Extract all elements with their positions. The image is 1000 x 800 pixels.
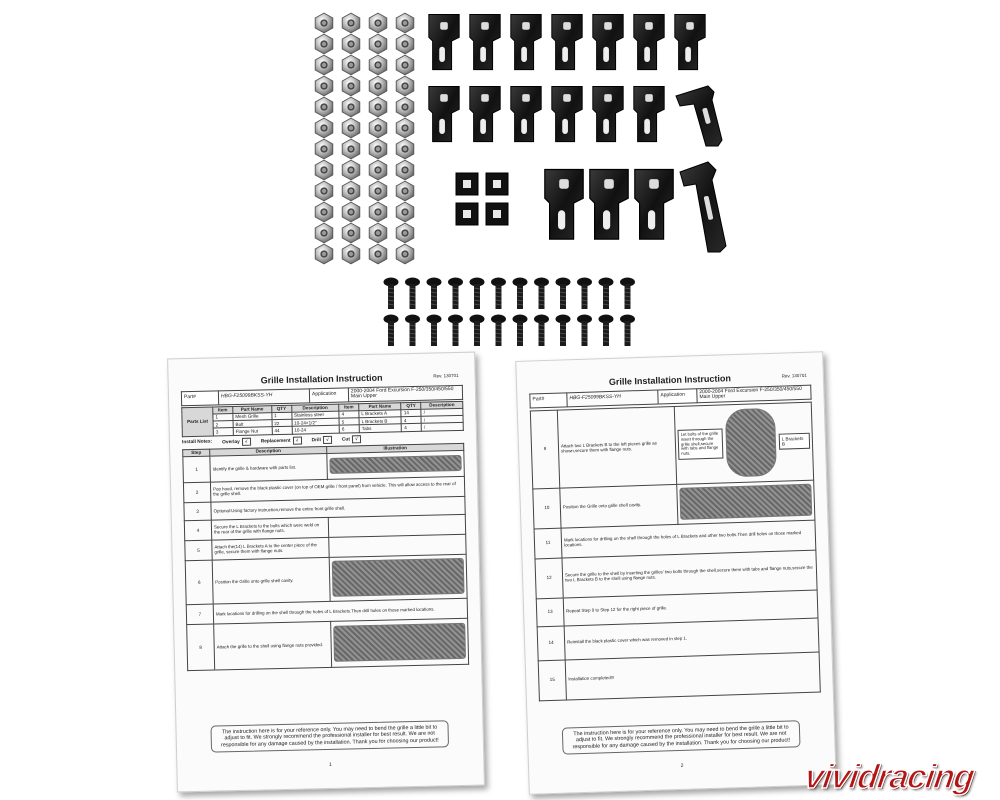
flange-nut	[315, 34, 333, 54]
step-number: 14	[537, 626, 565, 661]
parts-cell: 3	[213, 428, 233, 436]
bolt	[470, 278, 485, 310]
flange-nut	[369, 223, 387, 243]
parts-cell: 44	[272, 427, 292, 435]
parts-cell: L Brackets A	[359, 410, 402, 418]
flange-nut	[315, 244, 333, 264]
disclaimer-notice: The instruction here is for your reference only. You may need to bend the grille a little bit to adjust to fit. We strongly recommend the professional installer for best result. We are not responsible for any damage caused by the installation. Thank you for choosing our product!	[562, 720, 801, 755]
illustration-cell	[331, 618, 469, 667]
parts-header-cell: Part Name	[233, 405, 272, 413]
bolt	[513, 278, 528, 310]
bolts-group	[384, 278, 636, 347]
page-number: 2	[680, 762, 684, 769]
parts-cell: 4	[402, 424, 422, 432]
flange-nut	[342, 118, 360, 138]
description-header: Description	[210, 446, 327, 456]
bolt	[556, 278, 571, 310]
flange-nut	[369, 244, 387, 264]
flange-nut	[369, 160, 387, 180]
step-header: Step	[183, 449, 210, 457]
cut-label: Cut	[341, 437, 350, 443]
parts-cell: 4	[339, 410, 359, 418]
flange-nut	[315, 139, 333, 159]
replacement-checkbox: √	[293, 436, 302, 444]
flange-nut	[369, 97, 387, 117]
install-notes-label: Install Notes:	[181, 439, 213, 446]
step-description: Attach the grille to the shell using flange nuts provided.	[214, 621, 332, 670]
disclaimer-notice: The instruction here is for your reference only. You may need to bend the grille a little bit to adjust to fit. We strongly recommend the professional installer for best result. We are not responsible for any damage caused by the installation. Thank you for choosing our product!	[210, 720, 449, 753]
flange-nut	[342, 181, 360, 201]
flange-nut	[342, 97, 360, 117]
step-number: 11	[534, 528, 562, 559]
bolt	[513, 315, 528, 347]
instruction-sheet-page-2	[515, 351, 836, 794]
drill-checkbox: √	[323, 435, 332, 443]
grille-illustration	[333, 623, 466, 662]
callout-note: Let bolts of the grille insert through the grille shell,secure with tabs and flange nuts.	[678, 428, 724, 460]
grille-illustration	[329, 455, 461, 474]
bolt	[470, 315, 485, 347]
step-number: 1	[183, 456, 211, 483]
step-description: Installation completed!!!	[565, 652, 820, 700]
flange-nut	[342, 139, 360, 159]
step-description: Pop hood, remove the black plastic cover (on top of OEM grille / front panel) from vehicle. This will allow access to the rear of the grille shell.	[210, 476, 464, 502]
parts-list-label: Parts List	[182, 407, 214, 437]
flange-nut	[342, 13, 360, 33]
flange-nut	[342, 223, 360, 243]
parts-cell: 14	[401, 409, 421, 417]
steps-table	[530, 401, 821, 701]
parts-cell: 1	[272, 412, 292, 420]
step-description: Optional:Using factory instruction,remove the entire front grille shell.	[211, 496, 465, 520]
bolt	[405, 278, 420, 310]
parts-cell: Mesh Grille	[233, 412, 272, 420]
bolt	[491, 315, 506, 347]
grille-illustration	[725, 408, 777, 478]
part-label: Part#	[181, 391, 218, 405]
flange-nut	[315, 160, 333, 180]
step-description: Reinstall the black plastic cover which was removed in step 1.	[564, 618, 819, 660]
bolt	[384, 278, 399, 310]
parts-cell: 22	[272, 419, 292, 427]
flange-nut	[396, 160, 414, 180]
step-number: 15	[538, 660, 566, 701]
step-number: 3	[184, 502, 211, 521]
flange-nut	[342, 55, 360, 75]
illustration-cell	[327, 450, 465, 479]
parts-cell: 2	[213, 421, 233, 429]
flange-nut	[396, 13, 414, 33]
parts-cell: Tabs	[359, 424, 402, 432]
flange-nut	[369, 118, 387, 138]
flange-nut	[369, 202, 387, 222]
overlay-label: Overlay	[222, 439, 240, 445]
bolt	[427, 315, 442, 347]
step-description: Identify the grille & hardware with parts list.	[210, 453, 328, 482]
step-description: Attach the(14) L Brackets A to the center piece of the grille, secure them with flange nuts.	[212, 537, 329, 560]
parts-header-cell: QTY	[401, 402, 421, 410]
flange-nut	[315, 55, 333, 75]
flange-nut	[396, 139, 414, 159]
flange-nut	[369, 181, 387, 201]
bolt	[620, 315, 635, 347]
step-description: Secure the L Brackets to the bolts which were weld on the rear of the grille with flange nuts.	[211, 517, 328, 540]
flange-nut	[315, 181, 333, 201]
step-number: 13	[536, 598, 564, 627]
drill-label: Drill	[311, 437, 322, 443]
step-row	[538, 652, 820, 701]
flange-nut	[396, 118, 414, 138]
application-value: 2000-2004 Ford Excursion F-250/350/450/550 Main Upper	[348, 385, 462, 401]
step-number: 10	[533, 488, 561, 529]
parts-cell: L Brackets B	[359, 417, 402, 425]
bolt	[577, 278, 592, 310]
flange-nut	[342, 160, 360, 180]
revision-label: Rev. 130701	[433, 372, 459, 379]
parts-cell: Bolt	[233, 420, 272, 428]
flange-nut	[315, 202, 333, 222]
flange-nut	[342, 202, 360, 222]
part-label: Part#	[530, 393, 567, 408]
step-description: Secure the grille to the shell by inserting the grilles' two bolts through the shell,secure them with tabs and flange nuts,secure the two L Brackets B to the shell using flange nuts.	[562, 550, 817, 598]
bolt	[620, 278, 635, 310]
replacement-label: Replacement	[260, 438, 291, 445]
parts-cell: Stainless steel	[291, 411, 339, 419]
flange-nut	[369, 139, 387, 159]
step-row	[185, 554, 467, 604]
step-description: Position the Grille onto grille shell cavity.	[560, 484, 678, 528]
flange-nut	[342, 244, 360, 264]
flange-nut	[396, 55, 414, 75]
bolt	[599, 315, 614, 347]
bolt	[448, 315, 463, 347]
l-brackets-row-2	[429, 86, 722, 146]
flange-nut	[342, 34, 360, 54]
flange-nut	[396, 223, 414, 243]
bolt	[599, 278, 614, 310]
parts-list-table	[181, 400, 464, 437]
step-number: 5	[185, 540, 212, 561]
illustration-cell	[329, 554, 467, 601]
hardware-photo	[0, 0, 1000, 360]
bolt	[491, 278, 506, 310]
step-description: Mark locations for drilling on the shell through the holes of L Brackets and other two bolts.Then drill holes on those marked locations.	[561, 520, 816, 558]
parts-header-cell: Description	[291, 404, 339, 412]
step-number: 4	[184, 520, 211, 541]
flange-nut	[315, 97, 333, 117]
sheet-title: Grille Installation Instruction	[608, 373, 732, 388]
step-description: Repeat Step 9 to Step 12 for the right piece of grille.	[563, 590, 818, 626]
parts-cell: 10-24×1/2"	[292, 418, 340, 426]
step-number: 9	[530, 410, 559, 489]
flange-nut	[342, 76, 360, 96]
bolt	[556, 315, 571, 347]
tabs-group	[456, 173, 508, 225]
part-number: HBG-F25099BKSS-YH	[218, 389, 309, 405]
flange-nut	[369, 13, 387, 33]
application-value: 2000-2004 Ford Excursion F-250/350/450/550 Main Upper	[697, 385, 811, 402]
flange-nut	[315, 76, 333, 96]
flange-nut	[369, 55, 387, 75]
flange-nut	[315, 13, 333, 33]
step-row	[530, 402, 813, 489]
cut-checkbox: √	[352, 435, 361, 443]
instruction-sheet-page-1	[167, 352, 485, 793]
illustration-cell	[677, 480, 815, 524]
illustration-cell	[674, 402, 813, 484]
step-row	[187, 618, 469, 670]
page-number: 1	[328, 761, 332, 768]
l-brackets-row-1	[429, 15, 705, 70]
vividracing-logo: vividracing	[802, 758, 977, 796]
flange-nut	[396, 76, 414, 96]
parts-cell: /	[421, 408, 463, 416]
flange-nut	[396, 202, 414, 222]
flange-nut	[369, 34, 387, 54]
parts-cell: 4	[401, 416, 421, 424]
step-number: 6	[185, 560, 213, 605]
flange-nuts-group	[315, 13, 414, 264]
flange-nut	[315, 118, 333, 138]
parts-header-cell: Item	[339, 403, 359, 411]
sheet-title: Grille Installation Instruction	[260, 372, 383, 386]
bolt	[384, 315, 399, 347]
parts-cell: 10-24	[292, 426, 340, 434]
flange-nut	[396, 97, 414, 117]
bolt	[534, 278, 549, 310]
step-description: Position the Grille onto grille shell cavity.	[212, 557, 330, 604]
flange-nut	[396, 181, 414, 201]
bolt	[405, 315, 420, 347]
parts-header-cell: QTY	[271, 405, 291, 413]
bolt	[577, 315, 592, 347]
parts-cell: 1	[213, 413, 233, 421]
part-number: HBG-F25099BKSS-YH	[567, 390, 658, 406]
flange-nut	[396, 244, 414, 264]
application-label: Application	[658, 389, 697, 404]
parts-cell: 6	[339, 425, 359, 433]
parts-cell: /	[421, 415, 463, 423]
parts-header-cell: Item	[213, 406, 233, 414]
parts-header-cell: Description	[421, 401, 463, 409]
bolt	[448, 278, 463, 310]
step-number: 7	[186, 604, 213, 625]
parts-header-cell: Part Name	[359, 402, 402, 410]
parts-cell: Flange Nut	[233, 427, 272, 435]
parts-cell: 5	[339, 418, 359, 426]
illustration-header: Illustration	[327, 443, 464, 453]
step-number: 2	[183, 482, 210, 503]
step-number: 8	[187, 624, 215, 671]
revision-label: Rev. 130701	[781, 372, 807, 379]
flange-nut	[369, 76, 387, 96]
overlay-checkbox: √	[242, 437, 251, 445]
flange-nut	[315, 223, 333, 243]
grille-illustration	[332, 558, 465, 597]
step-number: 12	[535, 558, 563, 599]
step-description: Attach two L Brackets B to the left pieces grille as shown,secure them with flange nuts.	[557, 406, 676, 488]
bolt	[534, 315, 549, 347]
application-label: Application	[309, 388, 348, 402]
bolt	[427, 278, 442, 310]
parts-cell: /	[421, 423, 463, 431]
l-brackets-b-group	[545, 162, 726, 252]
step-description: Mark locations for drilling on the shell through the holes of L Brackets.Then drill holes on those marked locations.	[213, 598, 467, 624]
callout-label: L Brackets B	[779, 432, 811, 450]
grille-illustration	[679, 484, 812, 520]
flange-nut	[396, 34, 414, 54]
